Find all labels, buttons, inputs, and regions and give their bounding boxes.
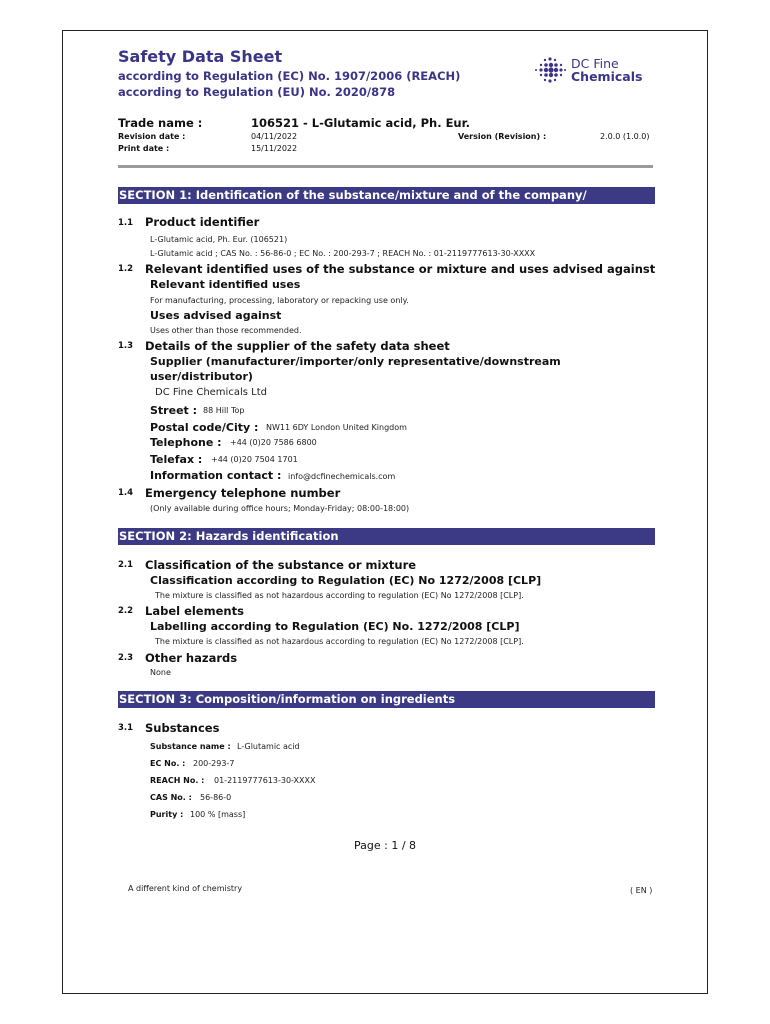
ec-number-label: EC No. : — [150, 759, 186, 768]
relevant-uses-text: For manufacturing, processing, laboratory or repacking use only. — [150, 296, 409, 305]
revision-date-value: 04/11/2022 — [251, 132, 298, 141]
section-1-2-number: 1.2 — [118, 264, 134, 274]
cas-number-label: CAS No. : — [150, 793, 192, 802]
purity-label: Purity : — [150, 810, 184, 819]
classification-text: The mixture is classified as not hazardous according to regulation (EC) No 1272/2008 [CLP]. — [155, 591, 524, 600]
section-3-header: SECTION 3: Composition/information on ingredients — [118, 691, 655, 708]
supplier-heading-line-2: user/distributor) — [150, 370, 253, 383]
labelling-text: The mixture is classified as not hazardous according to regulation (EC) No 1272/2008 [CLP]. — [155, 637, 524, 646]
regulation-line-2: according to Regulation (EU) No. 2020/878 — [118, 85, 396, 99]
section-2-header: SECTION 2: Hazards identification — [118, 528, 655, 545]
section-3-1-title: Substances — [145, 721, 220, 735]
section-2-2-number: 2.2 — [118, 606, 134, 616]
version-label: Version (Revision) : — [458, 132, 547, 141]
purity-value: 100 % [mass] — [190, 810, 246, 819]
substance-name-label: Substance name : — [150, 742, 231, 751]
relevant-uses-heading: Relevant identified uses — [150, 278, 301, 291]
cas-number-value: 56-86-0 — [200, 793, 232, 802]
section-1-1-title: Product identifier — [145, 215, 260, 229]
reach-number-label: REACH No. : — [150, 776, 205, 785]
section-1-4-number: 1.4 — [118, 488, 134, 498]
footer-tagline: A different kind of chemistry — [128, 884, 243, 893]
information-contact-label: Information contact : — [150, 469, 282, 482]
page-number: Page : 1 / 8 — [354, 839, 417, 852]
postal-code-label: Postal code/City : — [150, 421, 259, 434]
section-1-1-number: 1.1 — [118, 218, 134, 228]
document-page — [62, 30, 708, 994]
telephone-value: +44 (0)20 7586 6800 — [230, 438, 317, 447]
document-title: Safety Data Sheet — [118, 47, 283, 66]
regulation-line-1: according to Regulation (EC) No. 1907/2006 (REACH) — [118, 69, 461, 83]
section-1-4-title: Emergency telephone number — [145, 486, 341, 500]
product-identifier-line-2: L-Glutamic acid ; CAS No. : 56-86-0 ; EC No. : 200-293-7 ; REACH No. : 01-2119777613-30-XXXX — [150, 249, 536, 258]
section-2-3-title: Other hazards — [145, 651, 238, 665]
revision-date-label: Revision date : — [118, 132, 186, 141]
section-3-1-number: 3.1 — [118, 723, 134, 733]
telefax-label: Telefax : — [150, 453, 203, 466]
section-1-2-title: Relevant identified uses of the substance or mixture and uses advised against — [145, 262, 656, 276]
telefax-value: +44 (0)20 7504 1701 — [211, 455, 298, 464]
trade-name-label: Trade name : — [118, 116, 203, 130]
other-hazards-text: None — [150, 668, 171, 677]
section-2-1-number: 2.1 — [118, 560, 134, 570]
substance-name-value: L-Glutamic acid — [237, 742, 300, 751]
section-1-3-title: Details of the supplier of the safety data sheet — [145, 339, 450, 353]
logo-line-1: DC Fine — [571, 56, 619, 71]
trade-name-value: 106521 - L-Glutamic acid, Ph. Eur. — [251, 116, 471, 130]
information-contact-value: info@dcfinechemicals.com — [288, 472, 396, 481]
section-1-3-number: 1.3 — [118, 341, 134, 351]
emergency-phone-text: (Only available during office hours; Monday-Friday; 08:00-18:00) — [150, 504, 410, 513]
classification-heading: Classification according to Regulation (EC) No 1272/2008 [CLP] — [150, 574, 542, 587]
uses-advised-against-text: Uses other than those recommended. — [150, 326, 302, 335]
uses-advised-against-heading: Uses advised against — [150, 309, 282, 322]
postal-code-value: NW11 6DY London United Kingdom — [266, 423, 407, 432]
ec-number-value: 200-293-7 — [193, 759, 235, 768]
company-logo — [533, 55, 653, 89]
logo-line-2: Chemicals — [571, 69, 643, 84]
section-2-2-title: Label elements — [145, 604, 244, 618]
print-date-value: 15/11/2022 — [251, 144, 298, 153]
reach-number-value: 01-2119777613-30-XXXX — [214, 776, 316, 785]
supplier-heading-line-1: Supplier (manufacturer/importer/only representative/downstream — [150, 355, 561, 368]
print-date-label: Print date : — [118, 144, 170, 153]
section-2-1-title: Classification of the substance or mixture — [145, 558, 417, 572]
labelling-heading: Labelling according to Regulation (EC) No. 1272/2008 [CLP] — [150, 620, 520, 633]
product-identifier-line-1: L-Glutamic acid, Ph. Eur. (106521) — [150, 235, 288, 244]
logo-dots-icon — [533, 55, 567, 85]
street-label: Street : — [150, 404, 198, 417]
telephone-label: Telephone : — [150, 436, 222, 449]
section-1-header: SECTION 1: Identification of the substance/mixture and of the company/ undertaking — [118, 187, 655, 204]
version-value: 2.0.0 (1.0.0) — [600, 132, 650, 141]
section-2-3-number: 2.3 — [118, 653, 134, 663]
language-code: ( EN ) — [630, 886, 653, 895]
header-divider — [118, 165, 653, 168]
company-name: DC Fine Chemicals Ltd — [155, 387, 267, 398]
street-value: 88 Hill Top — [203, 406, 245, 415]
logo-text — [571, 57, 642, 83]
